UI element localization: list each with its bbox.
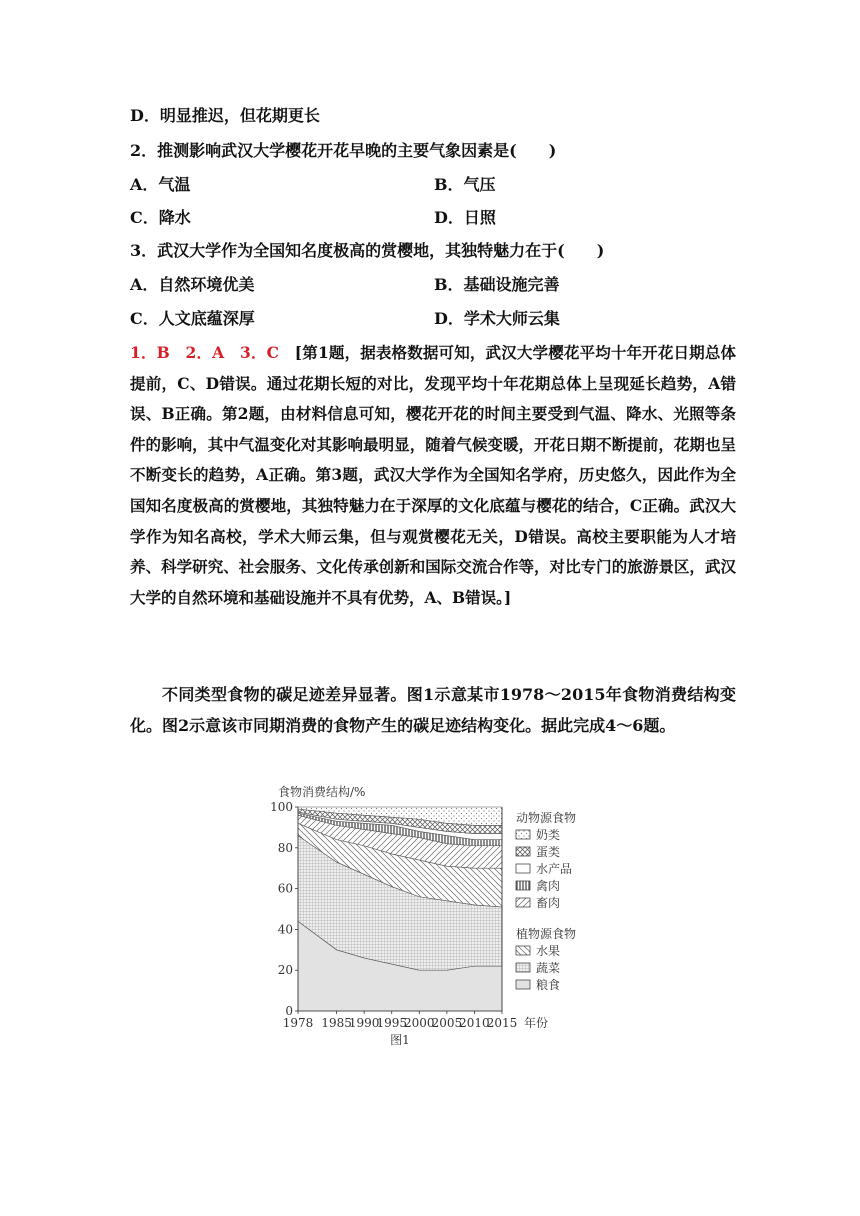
q3-option-d: D．学术大师云集 [434, 309, 560, 328]
figure-caption: 图1 [390, 1033, 410, 1047]
q3-option-c: C．人文底蕴深厚 [130, 309, 255, 328]
x-tick-label: 2010 [459, 1016, 490, 1030]
legend-item-label: 水果 [536, 944, 561, 958]
q3-option-a: A．自然环境优美 [130, 275, 255, 294]
legend-item-label: 水产品 [536, 862, 573, 876]
x-axis-title: 年份 [524, 1016, 549, 1030]
answer-text: [第1题，据表格数据可知，武汉大学樱花平均十年开花日期总体提前，C、D错误。通过花期长短的对比，发现平均十年花期总体上呈现延长趋势，A错误、B正确。第2题，由材料信息可知，樱花开花的时间主要受到气温、降水、光照等条件的影响，其中气温变化对其影响最明显，随着气候变暖，开花日期不断提前，花期也呈不断变长的趋势，A正确。第3题，武汉大学作为全国知名学府，历史悠久，因此作为全国知名度极高的赏樱地，其独特魅力在于深厚的文化底蕴与樱花的结合，C正确。武汉大学作为知名高校，学术大师云集，但与观赏樱花无关，D错误。高校主要职能为人才培养、科学研究、社会服务、文化传承创新和国际交流合作等，对比专门的旅游景区，武汉大学的自然环境和基础设施并不具有优势，A、B错误。] [130, 343, 737, 607]
q2-option-d: D．日照 [434, 208, 496, 227]
x-tick-label: 2015 [486, 1016, 518, 1030]
y-tick-label: 0 [285, 1004, 293, 1018]
legend-group-heading: 植物源食物 [516, 927, 577, 941]
legend-item-label: 粮食 [536, 978, 561, 992]
legend-swatch [516, 847, 530, 856]
legend-swatch [516, 830, 530, 839]
q3-option-b: B．基础设施完善 [434, 275, 560, 294]
x-tick-label: 1978 [282, 1016, 314, 1030]
legend-swatch [516, 946, 530, 955]
legend-swatch [516, 898, 530, 907]
y-tick-label: 40 [277, 922, 293, 937]
q1-option-d: D．明显推迟，但花期更长 [130, 106, 320, 125]
y-tick-label: 20 [277, 963, 293, 978]
legend-item-label: 蛋类 [536, 845, 561, 859]
q2-stem: 2．推测影响武汉大学樱花开花早晚的主要气象因素是( ) [130, 141, 557, 160]
answer-explanation [130, 338, 736, 613]
legend-item-label: 奶类 [536, 828, 561, 842]
x-tick-label: 2005 [431, 1016, 463, 1030]
answer-key: 1．B 2．A 3．C [130, 343, 295, 362]
q2-option-c: C．降水 [130, 208, 191, 227]
chart-plot-area [298, 807, 502, 1011]
x-tick-label: 1990 [348, 1016, 380, 1030]
chart-legend [516, 810, 576, 992]
x-tick-label: 2000 [404, 1016, 435, 1030]
legend-swatch [516, 980, 530, 989]
y-tick-label: 60 [277, 881, 293, 896]
legend-item-label: 蔬菜 [536, 961, 561, 975]
food-consumption-chart [270, 782, 600, 1054]
legend-group-heading: 动物源食物 [516, 811, 577, 825]
intro-paragraph: 不同类型食物的碳足迹差异显著。图1示意某市1978～2015年食物消费结构变化。图2示意该市同期消费的食物产生的碳足迹结构变化。据此完成4～6题。 [130, 685, 736, 735]
figure-1 [270, 782, 600, 1054]
legend-swatch [516, 963, 530, 972]
q3-stem: 3．武汉大学作为全国知名度极高的赏樱地，其独特魅力在于( ) [130, 241, 605, 260]
y-axis-title: 食物消费结构/% [278, 785, 366, 799]
legend-item-label: 禽肉 [536, 879, 561, 893]
y-tick-label: 100 [270, 800, 293, 814]
q2-option-b: B．气压 [434, 175, 496, 194]
legend-swatch [516, 864, 530, 873]
legend-swatch [516, 881, 530, 890]
x-tick-label: 1995 [376, 1016, 408, 1030]
x-tick-label: 1985 [321, 1016, 352, 1030]
y-tick-label: 80 [277, 840, 293, 855]
legend-item-label: 畜肉 [536, 896, 561, 910]
q2-option-a: A．气温 [130, 175, 191, 194]
